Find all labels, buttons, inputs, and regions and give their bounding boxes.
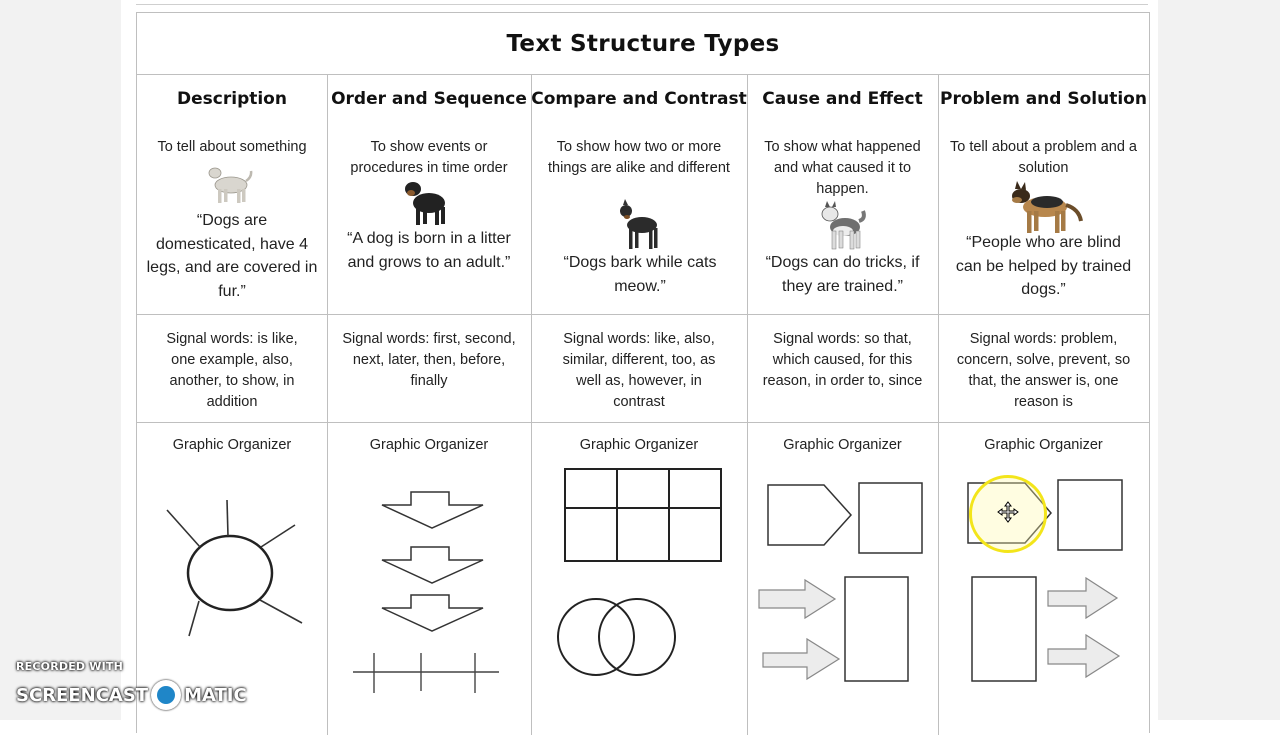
sequence-organizer-diagram	[327, 483, 531, 703]
compare-organizer-diagram	[531, 463, 747, 703]
previous-table-edge	[136, 0, 1148, 5]
row-divider	[137, 422, 1149, 423]
purpose-compare-contrast: To show how two or more things are alike and different	[548, 139, 730, 176]
example-compare-contrast: “Dogs bark while cats meow.”	[563, 254, 717, 295]
german-shepherd-dog-icon	[1007, 181, 1083, 235]
signal-words-order-sequence: Signal words: first, second, next, later, then, before, finally	[342, 331, 516, 389]
purpose-order-sequence: To show events or procedures in time order	[350, 139, 508, 176]
table-title: Text Structure Types	[137, 13, 1149, 75]
screencast-brand	[16, 680, 247, 710]
signal-words-cause-effect: Signal words: so that, which caused, for this reason, in order to, since	[762, 331, 923, 389]
husky-dog-icon	[819, 201, 867, 251]
example-description: “Dogs are domesticated, have 4 legs, and are covered in fur.”	[146, 212, 318, 300]
cause-effect-organizer-diagram	[747, 473, 938, 703]
organizer-label-cause-effect: Graphic Organizer	[783, 437, 902, 453]
recorded-with-label: RECORDED WITH	[16, 660, 124, 673]
organizer-label-description: Graphic Organizer	[172, 437, 292, 453]
screencast-logo-icon	[151, 680, 181, 710]
doberman-dog-icon	[615, 199, 667, 251]
signal-words-description: Signal words: is like, one example, also, another, to show, in addition	[166, 331, 298, 410]
purpose-cause-effect: To show what happened and what caused it to happen.	[764, 139, 921, 197]
signal-words-compare-contrast: Signal words: like, also, similar, different, too, as well as, however, in contrast	[562, 331, 716, 410]
heading-order-sequence: Order and Sequence	[331, 89, 527, 109]
heading-problem-solution: Problem and Solution	[940, 89, 1147, 109]
example-cause-effect: “Dogs can do tricks, if they are trained.”	[765, 254, 920, 295]
purpose-problem-solution: To tell about a problem and a solution	[949, 139, 1137, 176]
rottweiler-dog-icon	[403, 177, 455, 227]
brand-right-text: MATIC	[184, 684, 247, 706]
right-gutter	[1158, 0, 1280, 720]
example-order-sequence: “A dog is born in a litter and grows to an adult.”	[347, 230, 511, 271]
organizer-label-problem-solution: Graphic Organizer	[984, 437, 1103, 453]
heading-compare-contrast: Compare and Contrast	[531, 89, 747, 109]
heading-cause-effect: Cause and Effect	[762, 89, 923, 109]
labrador-dog-icon	[207, 161, 253, 205]
organizer-label-compare-contrast: Graphic Organizer	[579, 437, 699, 453]
row-divider	[137, 314, 1149, 315]
purpose-description: To tell about something	[157, 139, 307, 155]
example-problem-solution: “People who are blind can be helped by trained dogs.”	[955, 234, 1132, 298]
brand-left-text: SCREENCAST	[16, 684, 149, 706]
web-organizer-diagram	[137, 483, 327, 653]
move-cursor-icon	[997, 501, 1019, 523]
text-structure-table	[136, 12, 1150, 733]
signal-words-problem-solution: Signal words: problem, concern, solve, prevent, so that, the answer is, one reason is	[956, 331, 1131, 410]
screencast-watermark	[16, 660, 247, 706]
organizer-label-order-sequence: Graphic Organizer	[369, 437, 489, 453]
heading-description: Description	[177, 89, 287, 109]
left-gutter	[0, 0, 124, 720]
